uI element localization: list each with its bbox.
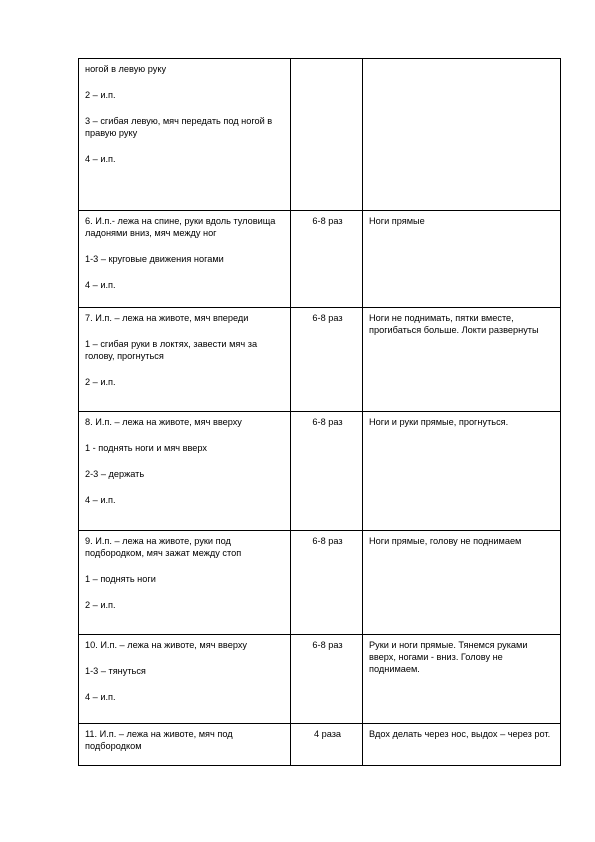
table-row — [79, 59, 561, 211]
reps-cell: 6-8 раз — [291, 308, 363, 412]
reps-cell: 6-8 раз — [291, 412, 363, 531]
table-row — [79, 724, 561, 766]
exercise-line: 1 – поднять ноги — [85, 574, 156, 584]
exercise-line: 4 – и.п. — [85, 280, 116, 290]
notes-cell: Ноги и руки прямые, прогнуться. — [363, 412, 561, 531]
exercise-line: 7. И.п. – лежа на животе, мяч впереди — [85, 313, 249, 323]
exercise-line: 4 – и.п. — [85, 692, 116, 702]
exercise-line: 2 – и.п. — [85, 377, 116, 387]
notes-cell: Ноги не поднимать, пятки вместе, прогибаться больше. Локти развернуты — [363, 308, 561, 412]
exercise-line: 1-3 – тянуться — [85, 666, 146, 676]
notes-cell: Ноги прямые — [363, 211, 561, 308]
exercise-cell — [79, 724, 291, 766]
reps-cell — [291, 59, 363, 211]
exercise-line: 1-3 – круговые движения ногами — [85, 254, 224, 264]
exercise-line: 6. И.п.- лежа на спине, руки вдоль туловища ладонями вниз, мяч между ног — [85, 216, 276, 238]
exercise-line: 4 – и.п. — [85, 154, 116, 164]
exercise-line: 2 – и.п. — [85, 600, 116, 610]
exercise-line: 1 – сгибая руки в локтях, завести мяч за голову, прогнуться — [85, 339, 258, 361]
exercise-line: ногой в левую руку — [85, 64, 167, 74]
notes-cell: Руки и ноги прямые. Тянемся руками вверх, ногами - вниз. Голову не поднимаем. — [363, 635, 561, 724]
exercise-cell — [79, 308, 291, 412]
exercise-cell — [79, 59, 291, 211]
reps-cell: 4 раза — [291, 724, 363, 766]
exercise-line: 8. И.п. – лежа на животе, мяч вверху — [85, 417, 242, 427]
table-row — [79, 308, 561, 412]
table-row — [79, 635, 561, 724]
exercise-line: 3 – сгибая левую, мяч передать под ногой в правую руку — [85, 116, 273, 138]
table-row — [79, 531, 561, 635]
notes-cell — [363, 59, 561, 211]
table-row — [79, 211, 561, 308]
exercise-cell — [79, 635, 291, 724]
exercise-cell — [79, 211, 291, 308]
exercise-line: 11. И.п. – лежа на животе, мяч под подбородком — [85, 729, 233, 751]
exercise-cell — [79, 412, 291, 531]
exercise-cell — [79, 531, 291, 635]
notes-cell: Ноги прямые, голову не поднимаем — [363, 531, 561, 635]
notes-cell: Вдох делать через нос, выдох – через рот. — [363, 724, 561, 766]
exercise-table — [78, 58, 561, 766]
exercise-line: 9. И.п. – лежа на животе, руки под подбородком, мяч зажат между стоп — [85, 536, 242, 558]
exercise-line: 4 – и.п. — [85, 495, 116, 505]
exercise-line: 2-3 – держать — [85, 469, 145, 479]
table-row — [79, 412, 561, 531]
reps-cell: 6-8 раз — [291, 531, 363, 635]
exercise-line: 10. И.п. – лежа на животе, мяч вверху — [85, 640, 248, 650]
exercise-line: 2 – и.п. — [85, 90, 116, 100]
reps-cell: 6-8 раз — [291, 211, 363, 308]
exercise-line: 1 - поднять ноги и мяч вверх — [85, 443, 208, 453]
reps-cell: 6-8 раз — [291, 635, 363, 724]
